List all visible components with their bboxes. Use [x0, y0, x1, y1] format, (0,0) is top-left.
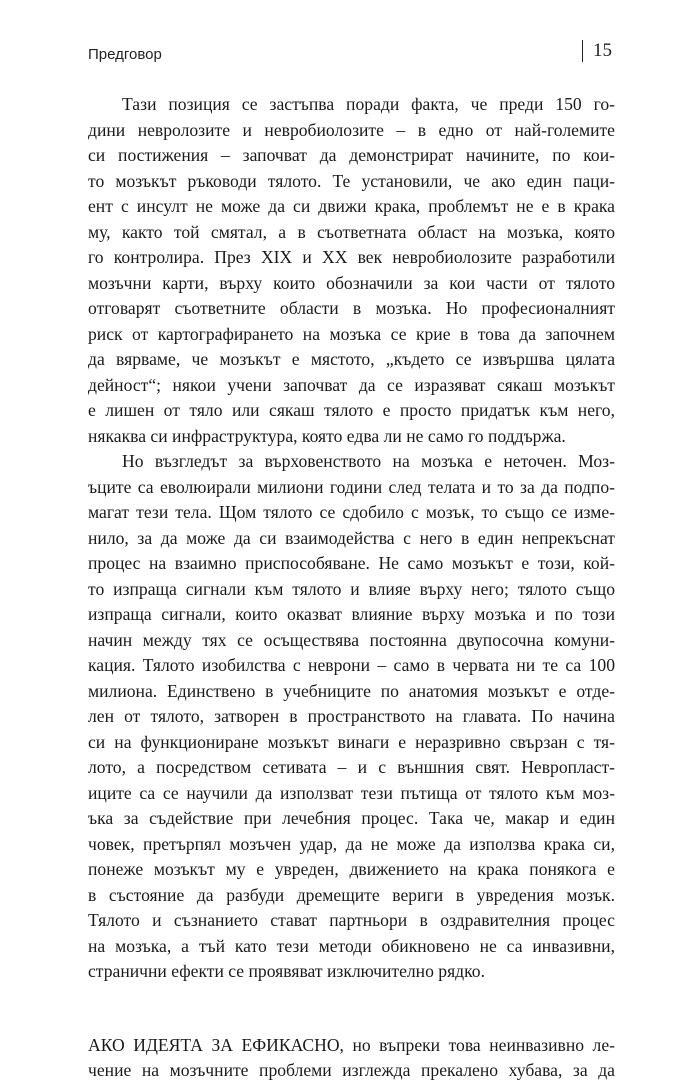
paragraph-3 — [88, 1033, 615, 1084]
text-line: странични ефекти се проявяват изключително рядко. — [88, 961, 485, 981]
text-line: си на функциониране мозъкът винаги е неразривно свързан с тя- — [88, 731, 615, 752]
text-line: процес на взаимно приспособяване. Не само мозъкът е този, кой- — [88, 553, 615, 573]
paragraph-2 — [88, 449, 615, 985]
text-line: Но възгледът за върховенството на мозъка е неточен. Моз- — [122, 451, 615, 471]
text-line: начин между тях се осъществява постоянна двупосочна комуни- — [88, 629, 615, 650]
text-line: дини невролозите и невробиолозите – в едно от най-големите — [88, 119, 615, 140]
header-divider — [582, 40, 584, 62]
text-line: дейност“; някои учени започват да се изразяват сякаш мозъкът — [88, 374, 615, 395]
text-line: лен от тялото, затворен в пространството на главата. По начина — [88, 706, 615, 726]
text-line: кация. Тялото изобилства с неврони – само в червата ни те са 100 — [88, 655, 615, 675]
page-number: 15 — [593, 40, 612, 61]
text-line: то изпраща сигнали към тялото и влияе върху него; тялото също — [88, 578, 615, 599]
text-line: изпраща сигнали, които оказват влияние върху мозъка и по този — [88, 604, 615, 624]
text-line: милиона. Единствено в учебниците по анатомия мозъкът е отде- — [88, 680, 615, 701]
text-line: си постижения – започват да демонстрират начините, по кои- — [88, 145, 615, 165]
text-line: човек, претърпял мозъчен удар, да не може да използва крака си, — [88, 833, 615, 854]
running-title: Предговор — [88, 46, 162, 63]
paragraph-1 — [88, 92, 615, 449]
text-line: е лишен от тяло или сякаш тялото е просто придатък към него, — [88, 400, 615, 420]
text-line: Тялото и съзнанието стават партньори в оздравителния процес — [88, 910, 615, 930]
text-line: понеже мозъкът му е увреден, движението на крака понякога е — [88, 859, 615, 879]
page-number-area — [582, 40, 613, 62]
text-line: чение на мозъчните проблеми изглежда прекалено хубава, за да — [88, 1060, 615, 1080]
text-line: да вярваме, че мозъкът е мястото, „където се извършва цялата — [88, 349, 615, 369]
text-line: ъка за съдействие при лечебния процес. Така че, макар и един — [88, 808, 615, 828]
body-text — [88, 92, 615, 1084]
text-line: нило, за да може да си взаимодейства с него в един непрекъснат — [88, 527, 615, 548]
text-line: то мозъкът ръководи тялото. Те установили, че ако един паци- — [88, 170, 615, 191]
text-line: ъците са еволюирали милиони години след телата и то за да подпо- — [88, 476, 615, 497]
text-line: магат тези тела. Щом тялото се сдобило с мозък, то също се изме- — [88, 502, 615, 522]
text-line: някаква си инфраструктура, която едва ли не само го поддържа. — [88, 425, 566, 446]
text-line: в състояние да разбуди дремещите вериги в увредения мозък. — [88, 884, 615, 905]
text-line: го контролира. През XIX и XX век невробиолозите разработили — [88, 247, 615, 267]
text-line: ент с инсулт не може да си движи крака, проблемът не е в крака — [88, 196, 615, 216]
text-line: иците са се научили да използват тези пътища от тялото към моз- — [88, 782, 615, 803]
text-line: му, както той смятал, а в съответната област на мозъка, която — [88, 221, 615, 242]
text-line: АКО ИДЕЯТА ЗА ЕФИКАСНО, но въпреки това неинвазивно ле- — [88, 1034, 615, 1055]
text-line: лото, а посредством сетивата – и с външния свят. Невропласт- — [88, 757, 615, 777]
text-line: мозъчни карти, върху които обозначили за кои части от тялото — [88, 272, 615, 293]
section-break — [88, 985, 615, 1033]
text-line: Тази позиция се застъпва поради факта, че преди 150 го- — [122, 94, 615, 114]
text-line: отговарят съответните области в мозъка. Но професионалният — [88, 298, 615, 318]
text-line: риск от картографирането на мозъка се крие в това да започнем — [88, 323, 615, 344]
text-line: на мозъка, а тъй като тези методи обикновено не са инвазивни, — [88, 935, 615, 956]
